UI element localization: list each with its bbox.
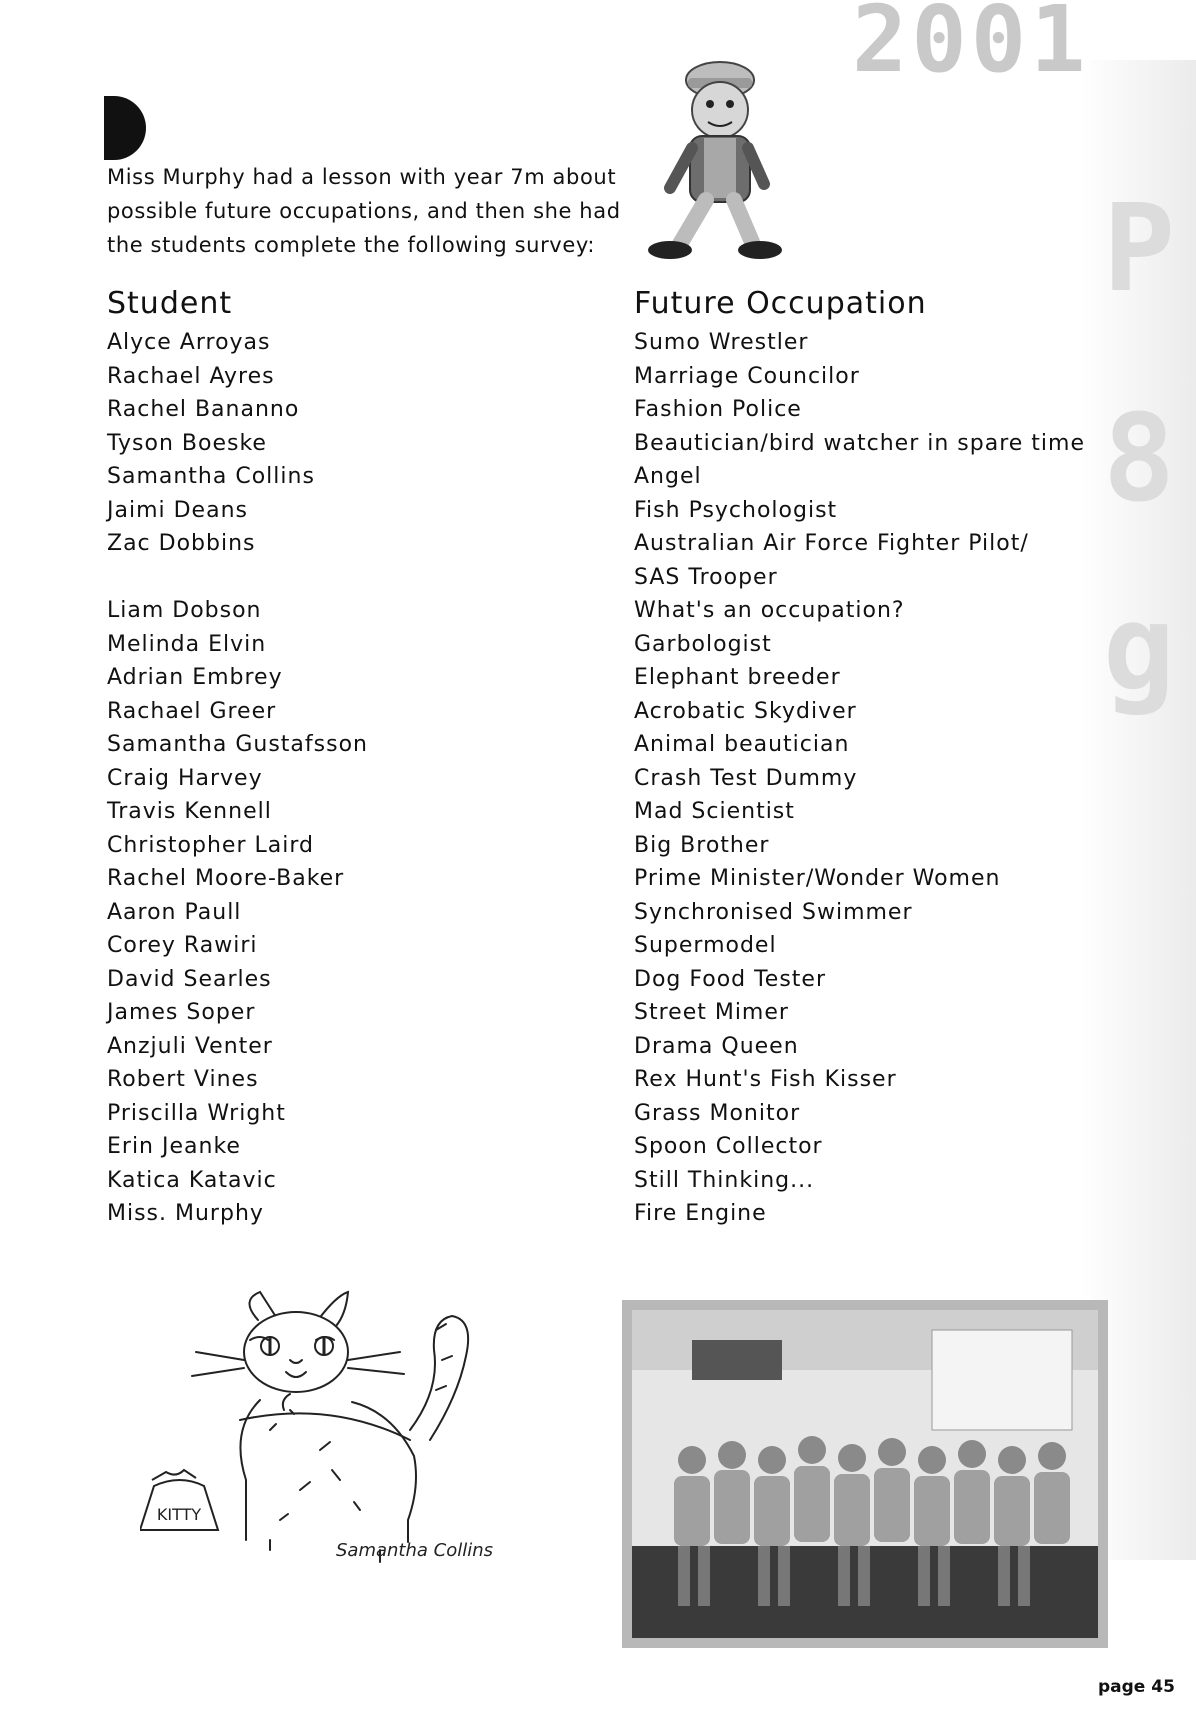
occupation-item: Crash Test Dummy <box>634 765 858 791</box>
year-heading: 2001 <box>852 0 1090 93</box>
occupation-item: Acrobatic Skydiver <box>634 698 857 724</box>
student-name: James Soper <box>107 1000 256 1025</box>
student-name: Tyson Boeske <box>107 430 267 456</box>
student-name: Katica Katavic <box>107 1167 277 1193</box>
decor-glyph: P <box>1102 180 1176 319</box>
student-name: Corey Rawiri <box>107 933 258 958</box>
occupation-item: Elephant breeder <box>634 665 841 690</box>
cat-bowl <box>140 1470 218 1530</box>
occupation-item: Prime Minister/Wonder Women <box>634 866 1001 891</box>
student-name: Craig Harvey <box>107 765 263 791</box>
occupation-item: Spoon Collector <box>634 1134 823 1159</box>
class-photo-image <box>632 1310 1098 1638</box>
occupation-item: Street Mimer <box>634 1000 789 1025</box>
student-name: Liam Dobson <box>107 598 262 623</box>
occupation-item: Mad Scientist <box>634 799 795 824</box>
student-name: Jaimi Deans <box>107 497 248 523</box>
student-name: Rachel Bananno <box>107 397 300 422</box>
student-name: Samantha Collins <box>107 464 315 489</box>
occupation-item: Big Brother <box>634 832 770 858</box>
student-name: Zac Dobbins <box>107 531 256 556</box>
occupation-item: Marriage Councilor <box>634 363 860 389</box>
student-name: Aaron Paull <box>107 899 242 925</box>
student-name: Christopher Laird <box>107 832 314 858</box>
occupation-item: Synchronised Swimmer <box>634 899 913 925</box>
student-list <box>107 326 368 1231</box>
student-name: Travis Kennell <box>107 799 272 824</box>
drop-cap <box>104 96 146 160</box>
occupation-item: Drama Queen <box>634 1033 799 1059</box>
student-name: Alyce Arroyas <box>107 330 271 355</box>
list-spacer <box>107 561 368 595</box>
occupation-item: Beautician/bird watcher in spare time <box>634 430 1085 456</box>
occupation-item: Animal beautician <box>634 732 850 757</box>
cat-drawing <box>140 1290 540 1570</box>
student-name: Robert Vines <box>107 1067 259 1092</box>
occupation-item: Supermodel <box>634 933 777 958</box>
bowl-label: KITTY <box>156 1505 202 1524</box>
student-name: Anzjuli Venter <box>107 1033 273 1059</box>
occupation-item: Angel <box>634 464 702 489</box>
student-name: Miss. Murphy <box>107 1201 264 1226</box>
student-name: David Searles <box>107 966 272 992</box>
occupation-item: What's an occupation? <box>634 598 905 623</box>
page-number: page 45 <box>1098 1677 1175 1697</box>
occupation-item: Fashion Police <box>634 397 802 422</box>
student-name: Priscilla Wright <box>107 1100 286 1126</box>
occupation-item: Fire Engine <box>634 1201 767 1226</box>
occupation-item: SAS Trooper <box>634 564 778 590</box>
student-name: Rachael Ayres <box>107 363 275 389</box>
student-name: Adrian Embrey <box>107 665 283 690</box>
class-photo <box>622 1300 1108 1648</box>
student-name: Rachael Greer <box>107 698 277 724</box>
column-header-occupation: Future Occupation <box>634 286 927 321</box>
student-name: Erin Jeanke <box>107 1134 241 1159</box>
decor-glyph: g <box>1102 580 1176 719</box>
decor-glyph: 8 <box>1102 390 1176 529</box>
occupation-item: Australian Air Force Fighter Pilot/ <box>634 531 1029 556</box>
occupation-item: Dog Food Tester <box>634 966 827 992</box>
intro-text: Miss Murphy had a lesson with year 7m about possible future occupations, and then she had the students complete the following survey: <box>107 165 621 257</box>
occupation-item: Garbologist <box>634 631 772 657</box>
occupation-item: Grass Monitor <box>634 1100 801 1126</box>
student-name: Samantha Gustafsson <box>107 732 368 757</box>
occupation-item: Still Thinking... <box>634 1167 815 1193</box>
drawing-signature: Samantha Collins <box>336 1540 494 1561</box>
occupation-item: Fish Psychologist <box>634 497 838 523</box>
column-header-student: Student <box>107 286 233 321</box>
builder-figure-illustration <box>640 38 790 268</box>
student-name: Melinda Elvin <box>107 631 267 657</box>
occupation-list <box>634 326 1085 1231</box>
occupation-item: Sumo Wrestler <box>634 330 809 355</box>
student-name: Rachel Moore-Baker <box>107 866 345 891</box>
occupation-item: Rex Hunt's Fish Kisser <box>634 1067 897 1092</box>
